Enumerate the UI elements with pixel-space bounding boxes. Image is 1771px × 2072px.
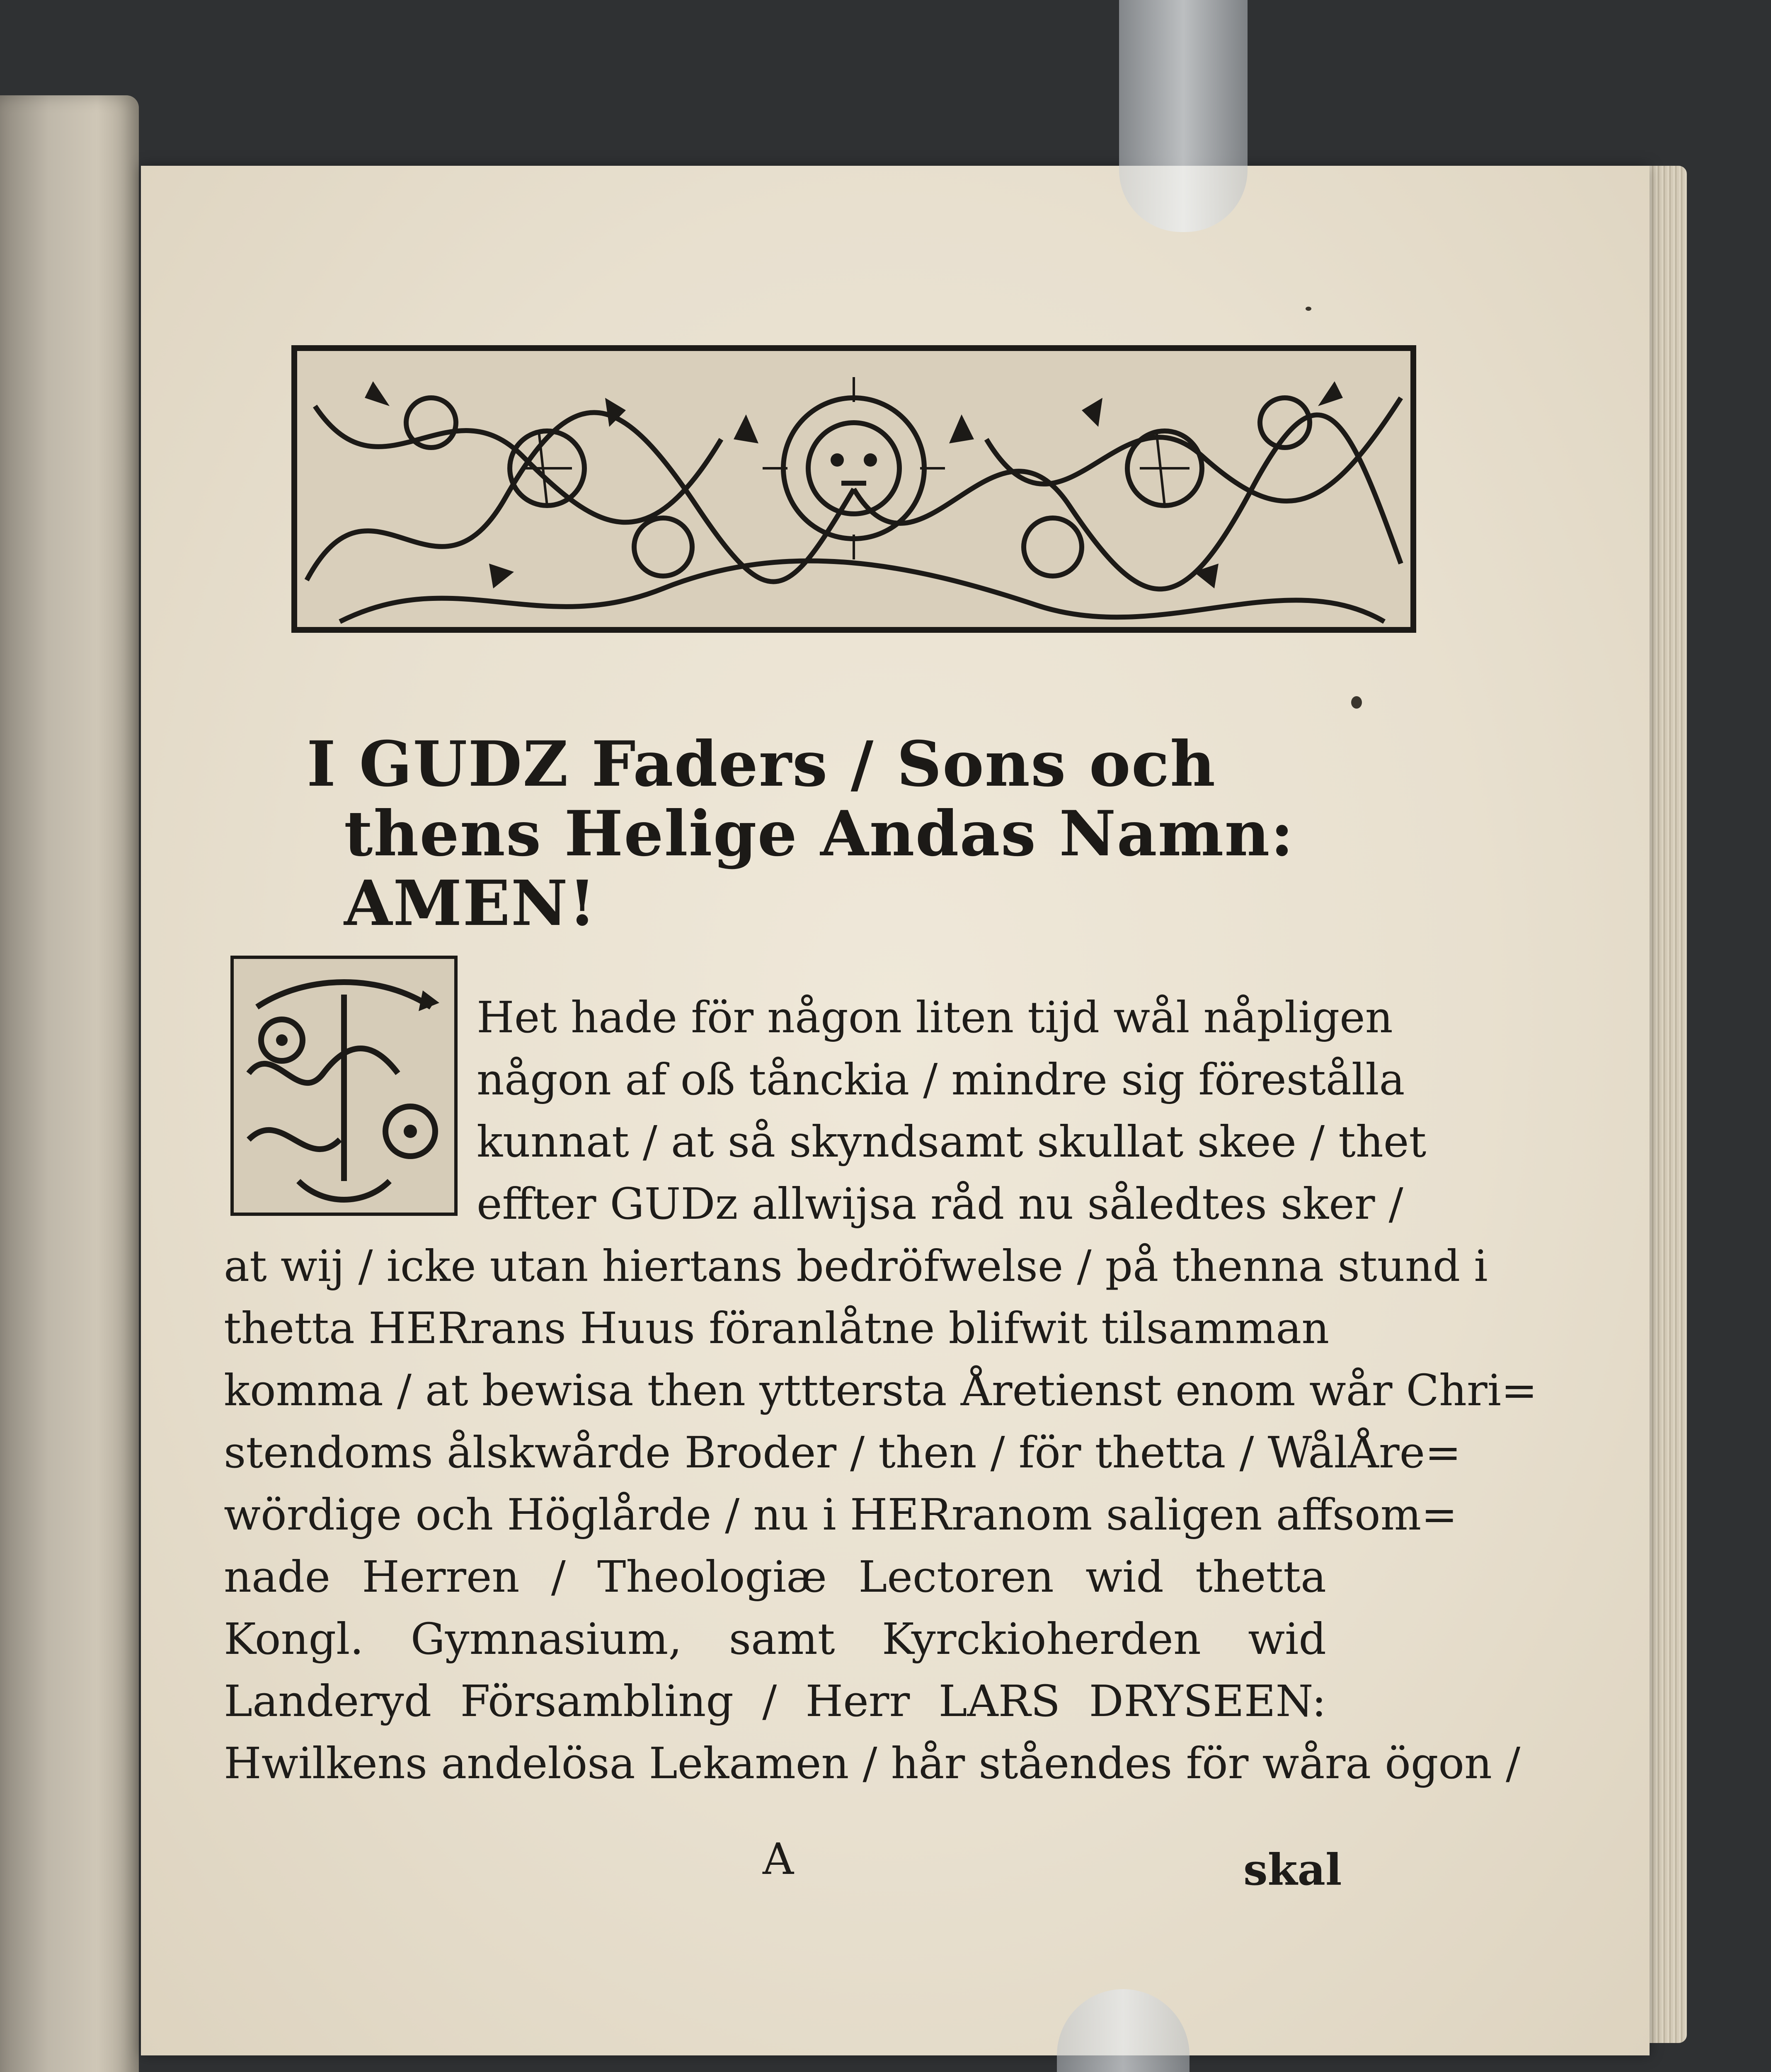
sermon-text: [224, 986, 1538, 1794]
text-line: Het hade för någon liten tijd wål nåpligen: [477, 992, 1393, 1043]
ink-speck: [1306, 307, 1311, 311]
text-line: at wij / icke utan hiertans bedröfwelse / på thenna stund i: [224, 1241, 1488, 1291]
text-line: Hwilkens andelösa Lekamen / hår ståendes för wåra ögon /: [224, 1738, 1521, 1789]
text-line: någon af oß tånckia / mindre sig förestålla: [477, 1054, 1405, 1105]
text-line: nade Herren / Theologiæ Lectoren wid thetta: [224, 1552, 1326, 1602]
text-line: thetta HERrans Huus föranlåtne blifwit tilsamman: [224, 1303, 1330, 1353]
text-line: stendoms ålskwårde Broder / then / för thetta / WålÅre=: [224, 1427, 1461, 1478]
ornamental-headpiece: [290, 332, 1417, 655]
text-line: Kongl. Gymnasium, samt Kyrckioherden wid: [224, 1614, 1326, 1664]
text-line: kunnat / at så skyndsamt skullat skee / thet: [477, 1116, 1427, 1167]
heading-line-2: thens Helige Andas Namn:: [344, 797, 1294, 870]
signature-mark: A: [763, 1834, 794, 1884]
heading-line-1: I GUDZ Faders / Sons och: [307, 728, 1216, 801]
page-clip-top: [1119, 0, 1248, 232]
heading-line-3: AMEN!: [344, 867, 597, 940]
text-line: wördige och Höglårde / nu i HERranom saligen affsom=: [224, 1489, 1458, 1540]
ink-speck: [1351, 696, 1362, 709]
text-line: Landeryd Försambling / Herr LARS DRYSEEN:: [224, 1676, 1326, 1726]
left-page-edge: [0, 95, 139, 2072]
text-line: komma / at bewisa then ytttersta Åretienst enom wår Chri=: [224, 1365, 1538, 1416]
invocation-heading: [307, 729, 1343, 938]
catchword: skal: [1243, 1844, 1342, 1895]
text-line: effter GUDz allwijsa råd nu såledtes sker /: [477, 1179, 1403, 1229]
